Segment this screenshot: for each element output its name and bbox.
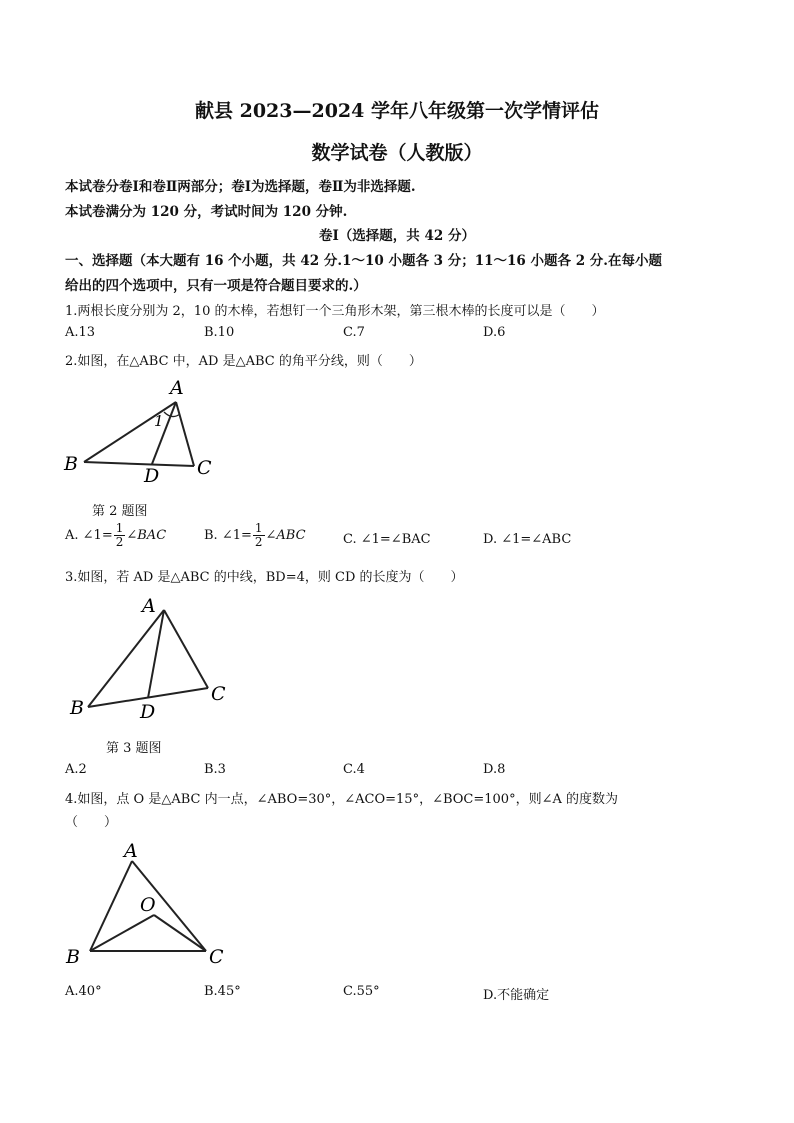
exam-subtitle: 数学试卷（人教版） — [311, 142, 483, 164]
part-instruction-line-1: 一、选择题（本大题有 16 个小题，共 42 分.1～10 小题各 3 分；11～16 小题各 2 分.在每小题 — [65, 253, 663, 269]
q4-segment-bo — [90, 915, 154, 951]
q3-label-d: D — [140, 701, 156, 723]
question-4-answer-bracket: （ ） — [65, 815, 118, 830]
q2-option-a-numerator: 1 — [115, 521, 124, 535]
q3-side-ab — [88, 610, 164, 707]
q1-option-a: A.13 — [65, 325, 96, 340]
q4-option-d: D.不能确定 — [483, 988, 550, 1003]
q4-option-b: B.45° — [204, 984, 241, 999]
q3-label-b: B — [70, 697, 84, 719]
q2-option-b-denominator: 2 — [254, 535, 263, 549]
q3-option-b: B.3 — [204, 762, 226, 777]
q1-option-b: B.10 — [204, 325, 235, 340]
q4-triangle-figure — [60, 835, 240, 970]
q2-label-angle-1: 1 — [154, 412, 164, 430]
instruction-line-2: 本试卷满分为 120 分，考试时间为 120 分钟. — [65, 204, 348, 220]
instruction-line-1: 本试卷分卷Ⅰ和卷Ⅱ两部分；卷Ⅰ为选择题，卷Ⅱ为非选择题. — [65, 179, 416, 195]
q2-option-b — [204, 522, 306, 549]
q2-label-c: C — [197, 457, 212, 479]
q2-option-b-prefix: B. ∠1= — [204, 528, 252, 543]
q2-label-a: A — [170, 377, 184, 399]
q1-option-c: C.7 — [343, 325, 365, 340]
q1-option-d: D.6 — [483, 325, 506, 340]
q3-triangle-figure — [60, 590, 240, 725]
q3-option-d: D.8 — [483, 762, 506, 777]
q2-option-a-fraction — [114, 522, 126, 549]
q3-side-ac — [164, 610, 208, 688]
section-title: 卷Ⅰ（选择题，共 42 分） — [318, 228, 475, 244]
q2-option-d: D. ∠1=∠ABC — [483, 532, 572, 547]
q2-option-b-numerator: 1 — [254, 521, 263, 535]
q3-figure-caption: 第 3 题图 — [106, 741, 162, 756]
q4-label-o: O — [140, 894, 156, 916]
q2-triangle-figure — [60, 370, 230, 485]
q2-figure-caption: 第 2 题图 — [92, 504, 148, 519]
q4-label-a: A — [124, 840, 138, 862]
q4-side-ab — [90, 861, 132, 951]
q2-option-a-prefix: A. ∠1= — [65, 528, 113, 543]
q2-option-a-denominator: 2 — [115, 535, 124, 549]
q3-option-c: C.4 — [343, 762, 365, 777]
q2-option-c: C. ∠1=∠BAC — [343, 532, 431, 547]
q3-option-a: A.2 — [65, 762, 87, 777]
question-4-text: 4.如图，点 O 是△ABC 内一点，∠ABO=30°，∠ACO=15°，∠BOC=100°，则∠A 的度数为 — [65, 792, 618, 807]
q2-option-b-suffix: ∠ABC — [265, 528, 306, 543]
q2-side-ab — [84, 402, 176, 462]
q2-option-a-suffix: ∠BAC — [126, 528, 167, 543]
q2-side-bc — [84, 462, 194, 466]
q2-label-b: B — [64, 453, 78, 475]
q4-option-a: A.40° — [65, 984, 102, 999]
q2-option-a — [65, 522, 166, 549]
part-instruction-line-2: 给出的四个选项中，只有一项是符合题目要求的.） — [65, 278, 367, 294]
q3-median-ad — [148, 610, 164, 698]
q2-label-d: D — [144, 465, 160, 485]
q4-label-c: C — [209, 946, 224, 968]
exam-title: 献县 2023—2024 学年八年级第一次学情评估 — [195, 100, 599, 122]
question-1-text: 1.两根长度分别为 2，10 的木棒，若想钉一个三角形木架，第三根木棒的长度可以是（ ） — [65, 304, 605, 319]
q2-option-b-fraction — [253, 522, 265, 549]
q2-side-ac — [176, 402, 194, 466]
q4-option-c: C.55° — [343, 984, 380, 999]
q3-label-a: A — [142, 595, 156, 617]
question-2-text: 2.如图，在△ABC 中，AD 是△ABC 的角平分线，则（ ） — [65, 354, 422, 369]
q4-label-b: B — [66, 946, 80, 968]
question-3-text: 3.如图，若 AD 是△ABC 的中线，BD=4，则 CD 的长度为（ ） — [65, 570, 464, 585]
q3-label-c: C — [211, 683, 226, 705]
